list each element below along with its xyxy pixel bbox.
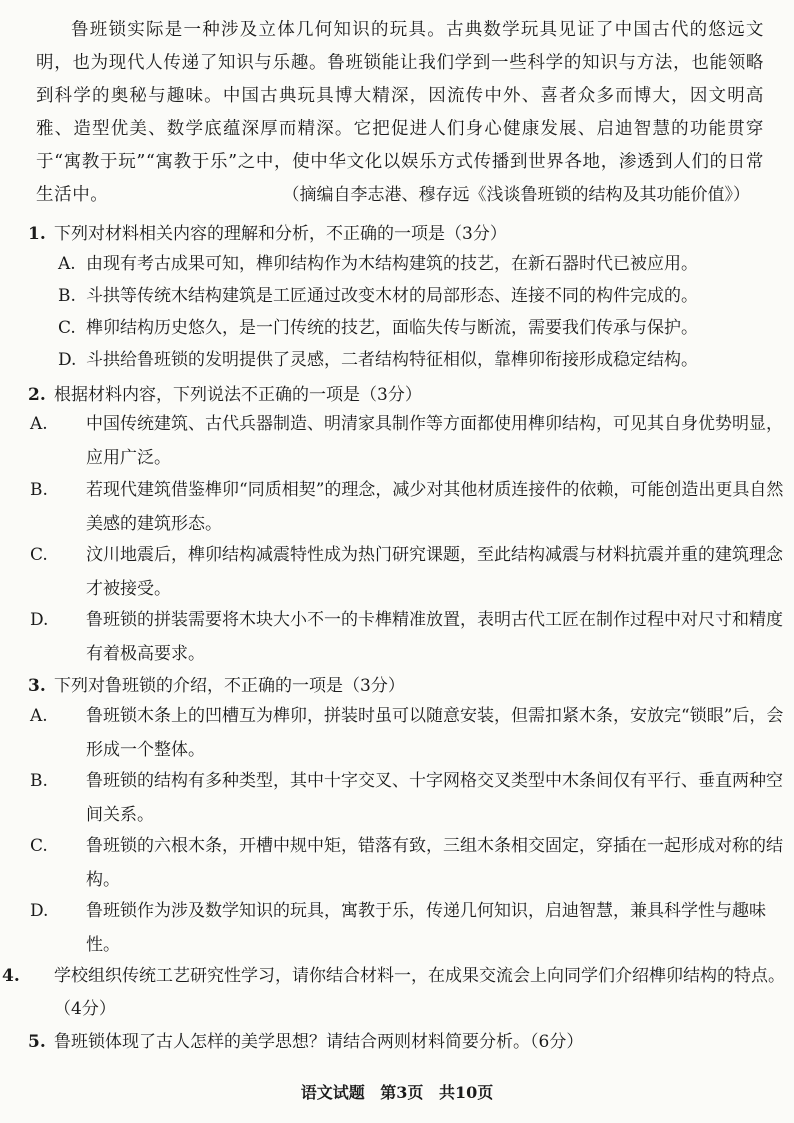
footer-page-number: 第3页: [380, 1083, 424, 1102]
question-stem: 学校组织传统工艺研究性学习，请你结合材料一，在成果交流会上向同学们介绍榫卯结构的特点。（4分）: [54, 966, 785, 1019]
question-stem: 鲁班锁体现了古人怎样的美学思想？请结合两则材料简要分析。（6分）: [54, 1032, 584, 1052]
page-footer: [0, 1080, 794, 1103]
option-text: 斗拱给鲁班锁的发明提供了灵感，二者结构特征相似，靠榫卯衔接形成稳定结构。: [86, 350, 698, 370]
option-text: 中国传统建筑、古代兵器制造、明清家具制作等方面都使用榫卯结构，可见其自身优势明显，应用广泛。: [86, 414, 783, 468]
option-text: 若现代建筑借鉴榫卯“同质相契”的理念，减少对其他材质连接件的依赖，可能创造出更具自然美感的建筑形态。: [86, 480, 784, 534]
option-text: 鲁班锁的六根木条，开槽中规中矩，错落有致，三组木条相交固定，穿插在一起形成对称的结构。: [86, 836, 783, 890]
option-text: 鲁班锁的结构有多种类型，其中十字交叉、十字网格交叉类型中木条间仅有平行、垂直两种空间关系。: [86, 771, 783, 825]
passage-source: （摘编自李志港、穆存远《浅谈鲁班锁的结构及其功能价值》）: [282, 185, 750, 205]
question-number: 4.: [2, 966, 20, 986]
option-letter: C.: [30, 836, 48, 856]
option-text: 榫卯结构历史悠久，是一门传统的技艺，面临失传与断流，需要我们传承与保护。: [86, 318, 698, 338]
question-stem: 下列对鲁班锁的介绍，不正确的一项是（3分）: [54, 676, 405, 696]
option-text: 斗拱等传统木结构建筑是工匠通过改变木材的局部形态、连接不同的构件完成的。: [86, 286, 698, 306]
q3-option-d: [30, 894, 792, 962]
question-2: [28, 380, 768, 410]
option-letter: D.: [30, 610, 49, 630]
option-text: 鲁班锁木条上的凹槽互为榫卯，拼装时虽可以随意安装，但需扣紧木条，安放完“锁眼”后，会形成一个整体。: [86, 706, 784, 760]
q2-option-d: [30, 603, 792, 671]
option-letter: A.: [30, 414, 48, 434]
option-letter: B.: [58, 286, 76, 306]
q2-option-b: [30, 473, 792, 541]
question-number: 5.: [28, 1032, 46, 1052]
option-letter: B.: [30, 771, 48, 791]
option-letter: D.: [30, 901, 49, 921]
option-letter: C.: [58, 318, 76, 338]
question-number: 3.: [28, 676, 46, 696]
option-letter: A.: [58, 254, 76, 274]
option-text: 由现有考古成果可知，榫卯结构作为木结构建筑的技艺，在新石器时代已被应用。: [86, 254, 698, 274]
footer-subject: 语文试题: [300, 1083, 365, 1102]
option-letter: B.: [30, 480, 48, 500]
q3-option-a: [30, 699, 792, 767]
q1-option-c: [58, 311, 764, 345]
q3-option-b: [30, 764, 792, 832]
q1-option-a: [58, 247, 764, 281]
q2-option-a: [30, 407, 792, 475]
question-5: [28, 1027, 768, 1057]
question-1: [28, 219, 768, 249]
question-stem: 下列对材料相关内容的理解和分析，不正确的一项是（3分）: [54, 224, 507, 244]
question-number: 2.: [28, 385, 46, 405]
question-number: 1.: [28, 224, 46, 244]
option-letter: C.: [30, 545, 48, 565]
q3-option-c: [30, 829, 792, 897]
option-text: 鲁班锁的拼装需要将木块大小不一的卡榫精准放置，表明古代工匠在制作过程中对尺寸和精度有着极高要求。: [86, 610, 783, 664]
question-4: [2, 960, 794, 1026]
option-text: 汶川地震后，榫卯结构减震特性成为热门研究课题，至此结构减震与材料抗震并重的建筑理念才被接受。: [86, 545, 783, 599]
q1-option-b: [58, 279, 764, 313]
option-text: 鲁班锁作为涉及数学知识的玩具，寓教于乐，传递几何知识，启迪智慧，兼具科学性与趣味性。: [86, 901, 766, 955]
question-stem: 根据材料内容，下列说法不正确的一项是（3分）: [54, 385, 422, 405]
passage-paragraph: 鲁班锁实际是一种涉及立体几何知识的玩具。古典数学玩具见证了中国古代的悠远文明，也为现代人传递了知识与乐趣。鲁班锁能让我们学到一些科学的知识与方法，也能领略到科学的奥秘与趣味。中国古典玩具博大精深，因流传中外、喜者众多而博大，因文明高雅、造型优美、数学底蕴深厚而精深。它把促进人们身心健康发展、启迪智慧的功能贯穿于“寓教于玩”“寓教于乐”之中，使中华文化以娱乐方式传播到世界各地，渗透到人们的日常生活中。: [36, 20, 764, 205]
question-3: [28, 671, 768, 701]
q2-option-c: [30, 538, 792, 606]
option-letter: D.: [58, 350, 77, 370]
option-letter: A.: [30, 706, 48, 726]
q1-option-d: [58, 343, 764, 377]
footer-total-pages: 共10页: [439, 1083, 494, 1102]
